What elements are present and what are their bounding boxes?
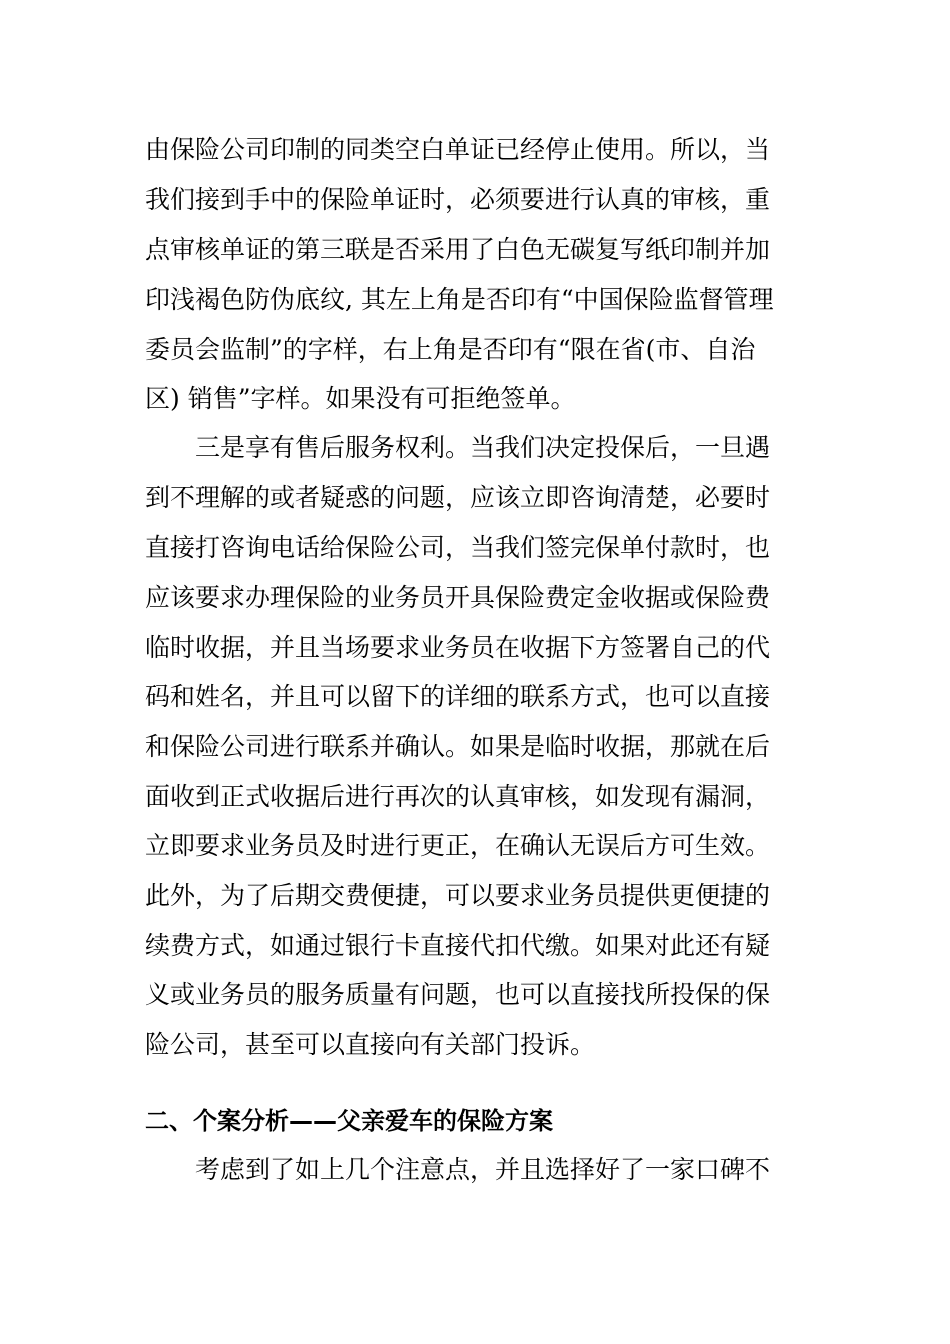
text-line: 印浅褐色防伪底纹, 其左上角是否印有“中国保险监督管理: [145, 285, 774, 314]
text-line: 委员会监制”的字样，右上角是否印有“限在省(市、自治: [145, 335, 756, 364]
section-heading: 二、个案分析——父亲爱车的保险方案: [145, 1107, 553, 1135]
text-line: 区) 销售”字样。如果没有可拒绝签单。: [145, 384, 576, 413]
text-line: 临时收据，并且当场要求业务员在收据下方签署自己的代: [145, 633, 771, 662]
text-line: 考虑到了如上几个注意点，并且选择好了一家口碑不: [195, 1155, 771, 1184]
text-line: 和保险公司进行联系并确认。如果是临时收据，那就在后: [145, 732, 771, 761]
text-line: 立即要求业务员及时进行更正，在确认无误后方可生效。: [145, 831, 771, 860]
text-line: 应该要求办理保险的业务员开具保险费定金收据或保险费: [145, 583, 771, 612]
text-line: 码和姓名，并且可以留下的详细的联系方式，也可以直接: [145, 682, 771, 711]
text-line: 到不理解的或者疑惑的问题，应该立即咨询清楚，必要时: [145, 483, 771, 512]
text-line: 续费方式，如通过银行卡直接代扣代缴。如果对此还有疑: [145, 931, 771, 960]
text-line: 点审核单证的第三联是否采用了白色无碳复写纸印制并加: [145, 235, 771, 264]
text-line: 义或业务员的服务质量有问题，也可以直接找所投保的保: [145, 980, 771, 1009]
text-line: 三是享有售后服务权利。当我们决定投保后，一旦遇: [195, 433, 771, 462]
text-line: 我们接到手中的保险单证时，必须要进行认真的审核，重: [145, 185, 771, 214]
text-line: 直接打咨询电话给保险公司，当我们签完保单付款时，也: [145, 533, 771, 562]
text-line: 险公司，甚至可以直接向有关部门投诉。: [145, 1030, 596, 1059]
text-line: 此外，为了后期交费便捷，可以要求业务员提供更便捷的: [145, 881, 771, 910]
text-line: 由保险公司印制的同类空白单证已经停止使用。所以，当: [145, 135, 771, 164]
text-line: 面收到正式收据后进行再次的认真审核，如发现有漏洞，: [145, 782, 771, 811]
